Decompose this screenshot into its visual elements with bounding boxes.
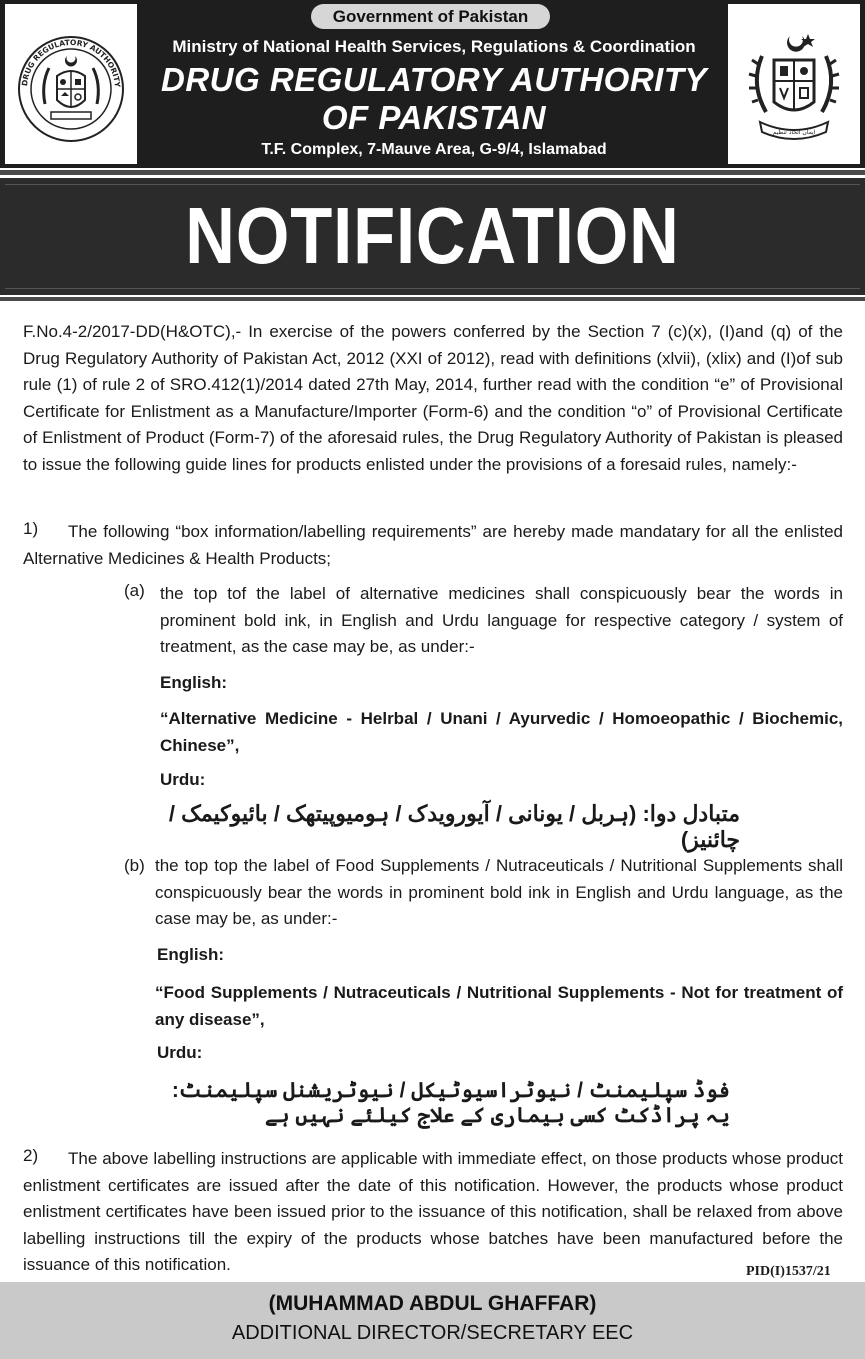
emblem-motto: ایمان اتحاد تنظیم	[772, 129, 816, 136]
authority-name-line1: DRUG REGULATORY AUTHORITY	[160, 61, 708, 98]
item-a-label: (a)	[124, 581, 145, 600]
item-a-text: the top tof the label of alternative medicines shall conspicuously bear the words in prominent bold ink, in English and Urdu language for respective category / system of treatment, as the case may be, as under:-	[160, 584, 843, 656]
item-a-urdu-heading: Urdu:	[160, 770, 206, 789]
state-emblem	[728, 4, 860, 164]
item-a-english-text: “Alternative Medicine - Helrbal / Unani / Ayurvedic / Homoeopathic / Biochemic, Chinese”,	[160, 709, 843, 755]
pid-reference: PID(I)1537/21	[746, 1264, 831, 1279]
item-a-english-heading: English:	[160, 673, 228, 692]
item-b-english-heading: English:	[157, 945, 225, 964]
item-b-urdu-heading: Urdu:	[157, 1043, 203, 1062]
item-b-label: (b)	[124, 856, 145, 875]
intro-paragraph: F.No.4-2/2017-DD(H&OTC),- In exercise of the powers conferred by the Section 7 (c)(x), (I)and (q) of the Drug Regulatory Authority of Pakistan Act, 2012 (XXI of 2012), read with definitions (xlvii), (xlix) and (I)of sub rule (1) of rule 2 of SRO.412(1)/2014 dated 27th May, 2014, further read with the condition “e” of Provisional Certificate for Enlistment as a Manufacture/Importer (Form-6) and the condition “o” of Provisional Certificate of Enlistment of Product (Form-7) of the aforesaid rules, the Drug Regulatory Authority of Pakistan is pleased to issue the following guide lines for products enlisted under the provisions of a foresaid rules, namely:-	[23, 322, 843, 474]
signer-designation: ADDITIONAL DIRECTOR/SECRETARY EEC	[231, 1322, 634, 1344]
notification-title: NOTIFICATION	[185, 191, 680, 280]
item-b-urdu-text: فوڈ سپلیمنٹ / نیوٹراسیوٹیکل / نیوٹریشنل سپلیمنٹ: یہ پراڈکٹ کسی بیماری کے علاج کیلئے نہیں ہے	[171, 1079, 730, 1127]
banner-rule-top	[0, 170, 865, 175]
signer-name: (MUHAMMAD ABDUL GHAFFAR)	[268, 1292, 597, 1315]
government-label: Government of Pakistan	[311, 4, 550, 29]
pakistan-emblem-icon	[728, 4, 860, 164]
svg-text:DRUG REGULATORY AUTHORITY OF P: DRUG REGULATORY AUTHORITY	[20, 37, 123, 88]
paragraph-1-number: 1)	[23, 519, 39, 538]
banner-rule-bottom	[0, 297, 865, 301]
dra-seal-icon	[5, 4, 137, 164]
paragraph-2-number: 2)	[23, 1146, 39, 1165]
paragraph-1-text: The following “box information/labelling requirements” are hereby made mandatary for all the enlisted Alternative Medicines & Health Products;	[23, 522, 843, 568]
item-b-english-text: “Food Supplements / Nutraceuticals / Nutritional Supplements - Not for treatment of any disease”,	[155, 983, 843, 1029]
dra-logo	[5, 4, 137, 164]
item-b-text: the top top the label of Food Supplements / Nutraceuticals / Nutritional Supplements shall conspicuously bear the words in prominent bold ink in English and Urdu language, as the case may be, as under:-	[155, 856, 843, 928]
ministry-name: Ministry of National Health Services, Regulations & Coordination	[172, 37, 696, 56]
item-a-urdu-text: متبادل دوا: (ہربل / یونانی / آیورویدک / ہومیوپیتھک / بائیوکیمک / چائنیز)	[168, 801, 740, 852]
authority-address: T.F. Complex, 7-Mauve Area, G-9/4, Islamabad	[261, 141, 607, 158]
authority-name-line2: OF PAKISTAN	[321, 99, 547, 136]
paragraph-2-text: The above labelling instructions are applicable with immediate effect, on those products whose product enlistment certificates are issued after the date of this notification. However, the products whose product enlistment certificates have been issued prior to the issuance of this notification, shall be relaxed from above labelling instructions till the expiry of the products whose batches have been manufactured before the issuance of this notification.	[23, 1149, 843, 1274]
